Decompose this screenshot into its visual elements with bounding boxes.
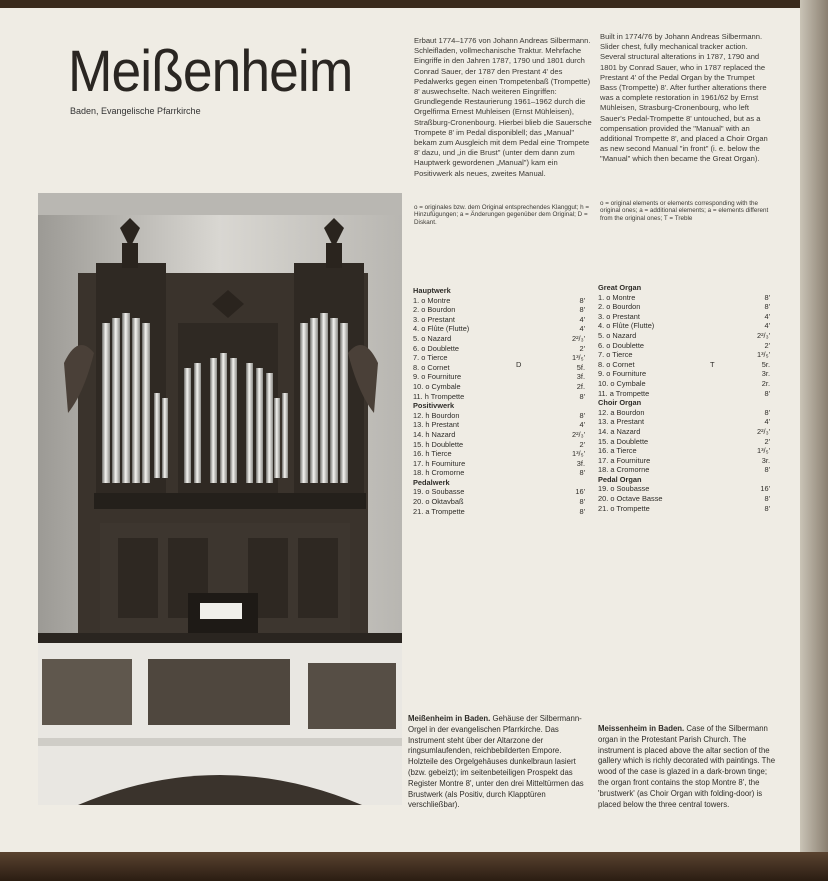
stop-name: 9. o Fourniture [598,369,647,379]
stop-name: 8. o Cornet [598,359,635,369]
stop-row [598,465,770,475]
stoplist-english [598,283,770,513]
stop-row [413,459,585,469]
stop-pitch: 8' [764,388,770,398]
stop-pitch: 4' [764,321,770,331]
stop-row [413,353,585,363]
caption-german [408,714,586,811]
stop-row [413,344,585,354]
stop-row [598,350,770,360]
stop-name: 4. o Flûte (Flutte) [598,321,655,331]
division-heading: Great Organ [598,283,642,292]
stop-pitch: 8' [764,465,770,475]
stop-pitch: 5r. [761,359,770,369]
division-heading: Positivwerk [413,401,455,411]
stop-name: 1. o Montre [598,292,636,302]
stop-row [598,331,770,341]
stop-pitch: 2²/₃' [571,333,585,343]
stop-row [413,430,585,440]
stop-row [598,379,770,389]
stop-row [413,334,585,344]
stop-pitch: 1³/₅' [756,446,770,456]
stop-pitch: 4' [579,324,585,334]
stop-row [598,369,770,379]
stop-pitch: 8' [764,494,770,504]
stop-pitch: 8' [579,410,585,420]
stop-name: 21. a Trompette [413,506,465,516]
stop-pitch: 16' [575,487,585,497]
stop-row [413,468,585,478]
stop-pitch: 1³/₅' [571,449,585,459]
stop-row [413,420,585,430]
stop-row [598,504,770,514]
stop-name: 3. o Prestant [413,314,455,324]
stop-row [413,315,585,325]
stop-row [413,487,585,497]
stop-name: 12. h Bourdon [413,410,460,420]
stop-pitch: 2' [764,436,770,446]
division-heading: Hauptwerk [413,286,451,295]
stop-name: 17. a Fourniture [598,455,651,465]
stop-name: 19. o Soubasse [598,484,650,494]
stop-name: 18. h Cromorne [413,468,465,478]
stop-name: 12. a Bourdon [598,407,645,417]
stop-row [413,296,585,306]
stop-pitch: 4' [764,417,770,427]
stop-row [598,321,770,331]
stop-name: 4. o Flûte (Flutte) [413,324,470,334]
stop-pitch: 4' [579,314,585,324]
stop-name: 14. h Nazard [413,429,456,439]
stop-pitch: 8' [579,295,585,305]
caption-german-text: Gehäuse der Silbermann-Orgel in der evangelischen Pfarrkirche. Das Instrument steht über der Altarzone der ringsumlaufenden, reichbebilderten Empore. Holzteile des Orgelgehäuses dunkelbraun lasiert (bzw. gebeizt); im seitenbeteiligen Prospekt das Register Montre 8', unter den drei Mitteltürmen das Brustwerk (als Positiv, durch Klapptüren verschließbar). [408,714,584,810]
stop-row [413,507,585,517]
stop-row [413,440,585,450]
stop-name: 5. o Nazard [598,330,637,340]
stop-pitch: 3r. [761,455,770,465]
stop-row [598,302,770,312]
stop-row [413,372,585,382]
stop-name: 18. a Cromorne [598,465,650,475]
stop-name: 8. o Cornet [413,362,450,372]
stop-row [598,341,770,351]
stop-pitch: 4' [579,420,585,430]
division-heading: Pedalwerk [413,477,450,487]
stop-pitch: 3r. [761,369,770,379]
stop-name: 2. o Bourdon [598,302,641,312]
stop-row [598,408,770,418]
stop-name: 3. o Prestant [598,311,640,321]
stop-row [598,484,770,494]
stop-pitch: 3f. [576,372,585,382]
caption-english [598,724,776,810]
stop-name: 5. o Nazard [413,333,452,343]
stop-pitch: 8' [579,391,585,401]
stop-row [413,305,585,315]
stop-row [598,417,770,427]
legend-english: o = original elements or elements corresponding with the original ones; a = additional elements; a = elements different from the original ones; T = Treble [600,200,769,222]
stop-pitch: 8' [579,497,585,507]
stop-name: 10. o Cymbale [598,378,646,388]
stop-name: 13. h Prestant [413,420,460,430]
stop-pitch: 8' [764,302,770,312]
stop-row [598,360,770,370]
stop-pitch: 8' [764,407,770,417]
stop-row [413,411,585,421]
division-heading: Choir Organ [598,398,642,408]
page-title: Meißenheim [68,39,353,104]
stop-pitch: 1³/₅' [756,350,770,360]
stop-name: 10. o Cymbale [413,381,461,391]
table-surface [0,852,828,881]
stoplist-german [413,286,585,516]
stop-name: 6. o Doublette [598,340,645,350]
book-page [0,8,812,856]
stop-row [598,437,770,447]
stop-pitch: 2r. [761,378,770,388]
stop-name: 16. h Tierce [413,449,452,459]
stop-name: 6. o Doublette [413,343,460,353]
stop-pitch: 16' [760,484,770,494]
history-text-german: Erbaut 1774–1776 von Johann Andreas Silbermann. Schleifladen, vollmechanische Traktur. Mehrfache Eingriffe in den Jahren 1787, 1790 und 1801 durch Conrad Sauer, der 1787 den Prestant 4' des Pedalwerks gegen einen Trompetenbaß (Trompette) 8' auswechselte. Nach weiteren Eingriffen: Grundlegende Restaurierung 1961–1962 durch die Orgelfirma Ernest Muhleisen (Ernst Mühleisen), Straßburg-Cronenbourg. Hierbei blieb die Sauersche Trompete 8' im Pedal disponiblell; das „Manual" bekam zum Ausgleich mit dem Pedal eine Trompete 8' dazu, und „in die Brust" (unter dem dann zum Hauptwerk gewordenen „Manual") kam ein Positivwerk als neues, zweites Manual. [414,36,592,178]
stop-name: 20. o Oktavbaß [413,497,464,507]
stop-pitch: 8' [764,292,770,302]
stop-name: 11. h Trompette [413,391,465,401]
stop-name: 14. a Nazard [598,426,641,436]
division-heading: Pedal Organ [598,474,642,484]
stop-name: 15. h Doublette [413,439,464,449]
stop-name: 20. o Octave Basse [598,494,663,504]
stop-row [598,494,770,504]
stop-name: 2. o Bourdon [413,305,456,315]
stop-pitch: 2' [579,343,585,353]
stop-row [413,392,585,402]
stop-pitch: 5f. [576,362,585,372]
stop-name: 16. a Tierce [598,446,637,456]
stop-pitch: 2' [579,439,585,449]
stop-row [413,449,585,459]
stop-name: 13. a Prestant [598,417,645,427]
stop-pitch: 8' [764,503,770,513]
stop-pitch: 2²/₃' [756,426,770,436]
stop-row [598,446,770,456]
stop-name: 19. o Soubasse [413,487,465,497]
stop-name: 7. o Tierce [413,353,448,363]
stop-name: 17. h Fourniture [413,458,466,468]
stop-pitch: 8' [579,468,585,478]
stop-row [413,497,585,507]
stop-pitch: 2f. [576,381,585,391]
stop-pitch: 8' [579,506,585,516]
caption-german-title: Meißenheim in Baden. [408,714,491,723]
stop-row [413,324,585,334]
stop-name: 11. a Trompette [598,388,650,398]
stop-pitch: 2²/₃' [571,429,585,439]
stop-name: 9. o Fourniture [413,372,462,382]
caption-english-title: Meissenheim in Baden. [598,724,685,733]
history-text-english: Built in 1774/76 by Johann Andreas Silbermann. Slider chest, fully mechanical tracker action. Several structural alterations in 1787, 1790 and 1801 by Conrad Sauer, who in 1787 replaced the Prestant 4' of the Pedal Organ by the Trumpet Bass (Trompette) 8'. After further alterations there was a complete restoration in 1961/62 by Ernst Mühleisen, Strasburg-Cronenbourg, who left Sauer's Pedal-Trompette 8' untouched, but as a compensation provided the "Manual" with an additional Trompette 8', and placed a Choir Organ as new second Manual "in front" (i. e. below the "Manual" which then became the Great Organ). [600,32,768,164]
stop-row [413,363,585,373]
treble-marker-english: T [710,360,715,369]
stop-row [598,456,770,466]
stop-pitch: 3f. [576,458,585,468]
stop-row [413,382,585,392]
stop-row [598,293,770,303]
legend-german: o = originales bzw. dem Original entsprechendes Klanggut; h = Hinzufügungen; a = Änderungen gegenüber dem Original; D = Diskant. [414,204,590,226]
stop-pitch: 2²/₃' [756,330,770,340]
page-subtitle: Baden, Evangelische Pfarrkirche [70,106,201,116]
stop-name: 1. o Montre [413,295,451,305]
stop-pitch: 2' [764,340,770,350]
stop-row [598,389,770,399]
stop-row [598,427,770,437]
page-gutter-shadow [800,0,828,881]
stop-name: 15. a Doublette [598,436,649,446]
organ-photograph [38,193,402,805]
stop-row [598,312,770,322]
stop-name: 21. o Trompette [598,503,650,513]
organ-photo-illustration [38,193,402,805]
caption-english-text: Case of the Silbermann organ in the Protestant Parish Church. The instrument is placed above the altar section of the gallery which is richly decorated with paintings. The wood of the case is glazed in a dark-brown tinge; the organ front contains the stop Montre 8', the 'brustwerk' (as Choir Organ with folding-door) is placed below the three central towers. [598,724,776,809]
stop-pitch: 4' [764,311,770,321]
treble-marker-german: D [516,360,522,369]
stop-pitch: 1³/₅' [571,353,585,363]
stop-name: 7. o Tierce [598,350,633,360]
stop-pitch: 8' [579,305,585,315]
